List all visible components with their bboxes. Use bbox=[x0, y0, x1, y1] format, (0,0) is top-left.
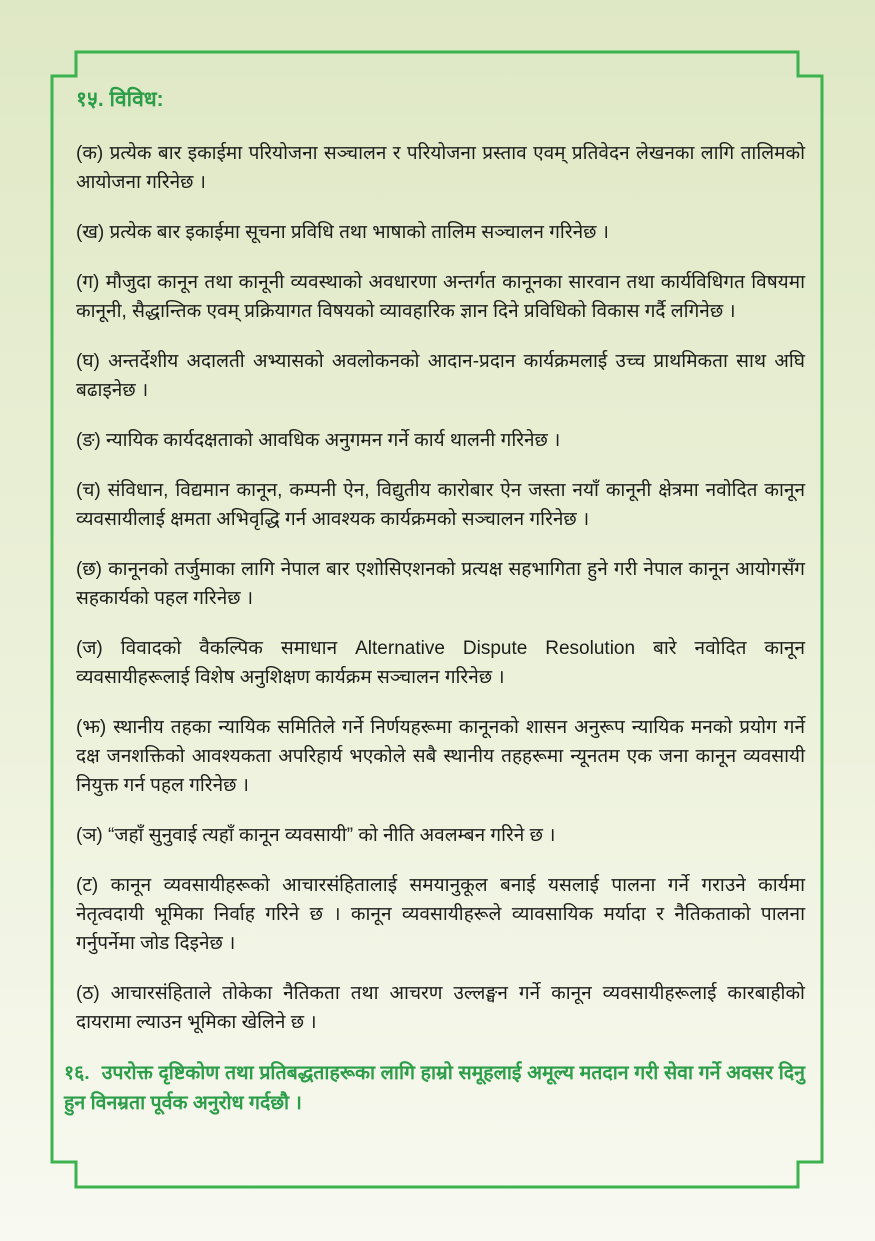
item-text: “जहाँ सुनुवाई त्यहाँ कानून व्यवसायी” को नीति अवलम्बन गरिने छ । bbox=[108, 825, 556, 846]
list-item bbox=[76, 555, 805, 613]
item-label: (च) bbox=[76, 480, 108, 501]
item-label: (घ) bbox=[76, 351, 109, 372]
item-text: स्थानीय तहका न्यायिक समितिले गर्ने निर्णयहरूमा कानूनको शासन अनुरूप न्यायिक मनको प्रयोग गर्ने दक्ष जनशक्तिको आवश्यकता अपरिहार्य भएकोले सबै स्थानीय तहहरूमा न्यूनतम एक जना कानून व्यवसायी नियुक्त गर्न पहल गरिनेछ । bbox=[76, 717, 805, 796]
item-text: कानून व्यवसायीहरूको आचारसंहितालाई समयानुकूल बनाई यसलाई पालना गर्ने गराउने कार्यमा नेतृत्वदायी भूमिका निर्वाह गरिने छ । कानून व्यवसायीहरूले व्यावसायिक मर्यादा र नैतिकताको पालना गर्नुपर्नेमा जोड दिइनेछ । bbox=[76, 875, 806, 954]
item-text: संविधान, विद्यमान कानून, कम्पनी ऐन, विद्युतीय कारोबार ऐन जस्ता नयाँ कानूनी क्षेत्रमा नवोदित कानून व्यवसायीलाई क्षमता अभिवृद्धि गर्न आवश्यक कार्यक्रमको सञ्चालन गरिनेछ । bbox=[76, 480, 806, 530]
list-item bbox=[76, 713, 805, 800]
item-text: प्रत्येक बार इकाईमा सूचना प्रविधि तथा भाषाको तालिम सञ्चालन गरिनेछ । bbox=[109, 222, 609, 243]
item-label: (ञ) bbox=[76, 825, 109, 846]
items-list bbox=[76, 139, 805, 1037]
section-heading: १५. विविध: bbox=[76, 88, 164, 111]
list-item bbox=[76, 871, 805, 958]
item-label: (ग) bbox=[76, 272, 106, 293]
item-label: (ठ) bbox=[76, 983, 111, 1004]
item-label: (ख) bbox=[76, 222, 110, 243]
item-label: (क) bbox=[76, 143, 110, 164]
list-item bbox=[76, 634, 805, 692]
list-item bbox=[76, 476, 805, 534]
list-item bbox=[76, 821, 805, 850]
item-label: (झ) bbox=[76, 717, 114, 738]
list-item bbox=[76, 139, 805, 197]
item-text: प्रत्येक बार इकाईमा परियोजना सञ्चालन र परियोजना प्रस्ताव एवम् प्रतिवेदन लेखनका लागि तालिमको आयोजना गरिनेछ । bbox=[76, 143, 805, 193]
item-text: न्यायिक कार्यदक्षताको आवधिक अनुगमन गर्ने कार्य थालनी गरिनेछ । bbox=[106, 430, 561, 451]
item-label: (ज) bbox=[76, 638, 121, 659]
list-item bbox=[76, 426, 805, 455]
closing-number: १६. bbox=[64, 1062, 90, 1084]
item-text: अन्तर्देशीय अदालती अभ्यासको अवलोकनको आदान-प्रदान कार्यक्रमलाई उच्च प्राथमिकता साथ अघि बढाइनेछ । bbox=[76, 351, 805, 401]
item-text: कानूनको तर्जुमाका लागि नेपाल बार एशोसिएशनको प्रत्यक्ष सहभागिता हुने गरी नेपाल कानून आयोगसँग सहकार्यको पहल गरिनेछ । bbox=[76, 559, 805, 609]
item-label: (ट) bbox=[76, 875, 111, 896]
item-text: मौजुदा कानून तथा कानूनी व्यवस्थाको अवधारणा अन्तर्गत कानूनका सारवान तथा कार्यविधिगत विषयमा कानूनी, सैद्धान्तिक एवम् प्रक्रियागत विषयको व्यावहारिक ज्ञान दिने प्रविधिको विकास गर्दै लगिनेछ । bbox=[76, 272, 805, 322]
document-content bbox=[64, 86, 806, 1118]
item-label: (छ) bbox=[76, 559, 109, 580]
item-text: विवादको वैकल्पिक समाधान Alternative Dispute Resolution बारे नवोदित कानून व्यवसायीहरूलाई विशेष अनुशिक्षण कार्यक्रम सञ्चालन गरिनेछ । bbox=[76, 638, 805, 688]
item-text: आचारसंहिताले तोकेका नैतिकता तथा आचरण उल्लङ्घन गर्ने कानून व्यवसायीहरूलाई कारबाहीको दायरामा ल्याउन भूमिका खेलिने छ । bbox=[76, 983, 805, 1033]
list-item bbox=[76, 268, 805, 326]
closing-paragraph bbox=[64, 1058, 805, 1118]
item-label: (ङ) bbox=[76, 430, 107, 451]
list-item bbox=[76, 979, 805, 1037]
list-item bbox=[76, 218, 805, 247]
closing-text: उपरोक्त दृष्टिकोण तथा प्रतिबद्धताहरूका लागि हाम्रो समूहलाई अमूल्य मतदान गरी सेवा गर्ने अवसर दिनु हुन विनम्रता पूर्वक अनुरोध गर्दछौ । bbox=[64, 1062, 805, 1114]
list-item bbox=[76, 347, 805, 405]
